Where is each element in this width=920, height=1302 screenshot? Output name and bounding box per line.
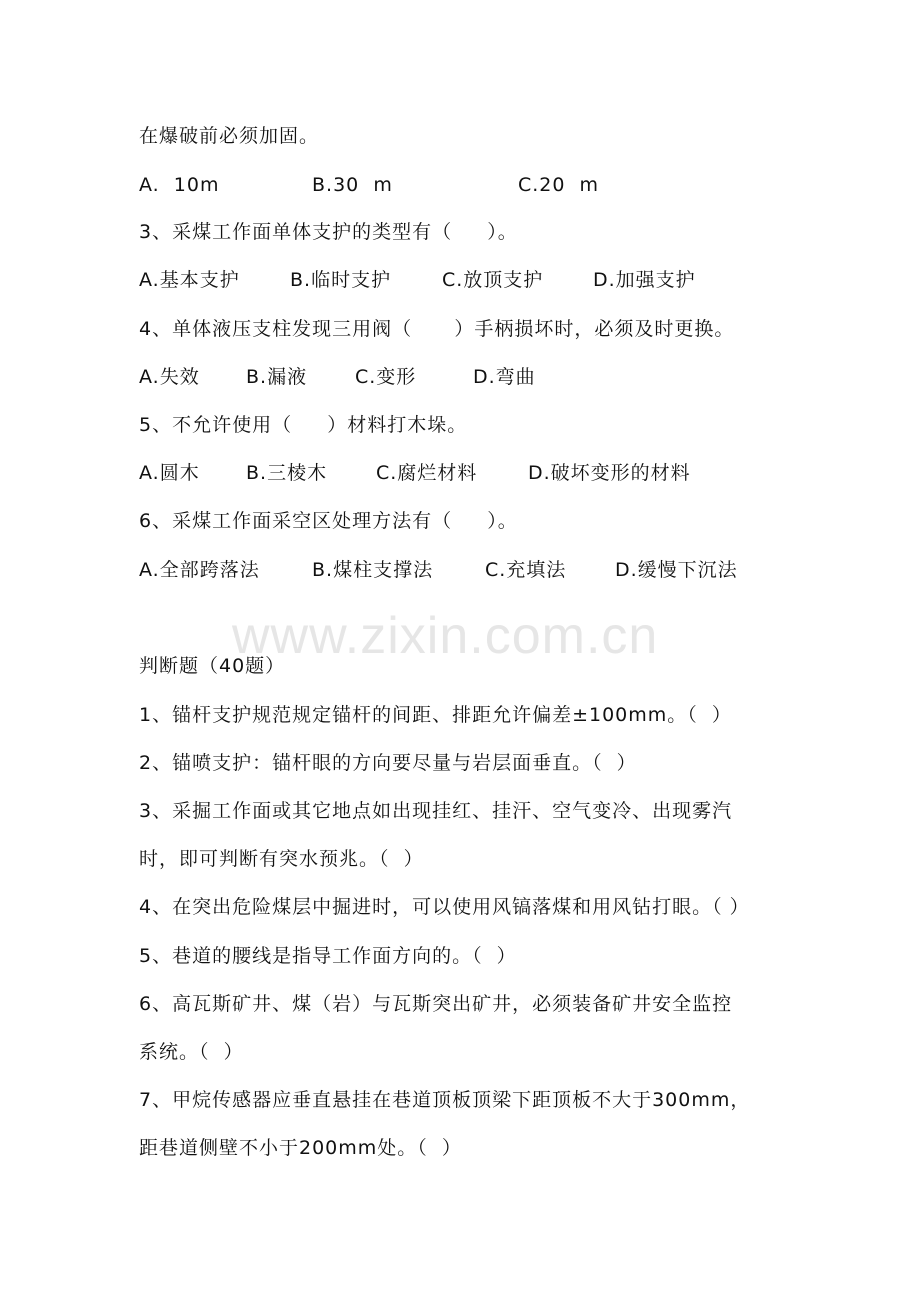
q4-options xyxy=(139,364,536,390)
judge-line: 4、在突出危险煤层中掘进时，可以使用风镐落煤和用风钻打眼。（ ） xyxy=(139,896,750,918)
judge-line: 7、甲烷传感器应垂直悬挂在巷道顶板顶梁下距顶板不大于300mm， xyxy=(139,1089,751,1111)
q4-option-a: A.失效 xyxy=(139,366,200,388)
q3-option-d: D.加强支护 xyxy=(593,269,696,291)
q3-option-b: B.临时支护 xyxy=(290,269,392,291)
q4-option-c: C.变形 xyxy=(355,366,417,388)
q6-text: 6、采煤工作面采空区处理方法有（ ）。 xyxy=(139,510,518,532)
q5-text: 5、不允许使用（ ）材料打木垛。 xyxy=(139,414,468,436)
judge-line: 系统。（ ） xyxy=(139,1041,244,1063)
q3-options xyxy=(139,267,696,293)
judge-line: 5、巷道的腰线是指导工作面方向的。（ ） xyxy=(139,945,517,967)
judge-heading: 判断题（40题） xyxy=(139,655,286,677)
judge-line: 3、采掘工作面或其它地点如出现挂红、挂汗、空气变冷、出现雾汽 xyxy=(139,800,733,822)
q2-option-c: C.20 m xyxy=(518,174,600,196)
q4-option-b: B.漏液 xyxy=(246,366,308,388)
continuation-text: 在爆破前必须加固。 xyxy=(139,125,320,147)
q5-option-a: A.圆木 xyxy=(139,462,200,484)
q5-options xyxy=(139,460,691,486)
q6-options xyxy=(139,557,738,583)
q3-option-a: A.基本支护 xyxy=(139,269,240,291)
q6-option-d: D.缓慢下沉法 xyxy=(615,559,738,581)
q5-option-b: B.三棱木 xyxy=(246,462,328,484)
judge-line: 时，即可判断有突水预兆。（ ） xyxy=(139,848,424,870)
q4-option-d: D.弯曲 xyxy=(473,366,536,388)
judge-line: 2、锚喷支护：锚杆眼的方向要尽量与岩层面垂直。（ ） xyxy=(139,752,637,774)
q5-option-d: D.破坏变形的材料 xyxy=(528,462,691,484)
judge-line: 距巷道侧壁不小于200mm处。（ ） xyxy=(139,1137,462,1159)
watermark: www.zixin.com.cn xyxy=(232,607,659,665)
judge-line: 6、高瓦斯矿井、煤（岩）与瓦斯突出矿井，必须装备矿井安全监控 xyxy=(139,993,733,1015)
q5-option-c: C.腐烂材料 xyxy=(376,462,478,484)
q6-option-b: B.煤柱支撑法 xyxy=(312,559,434,581)
q6-option-c: C.充填法 xyxy=(485,559,567,581)
q6-option-a: A.全部跨落法 xyxy=(139,559,260,581)
q2-option-b: B.30 m xyxy=(312,174,393,196)
judge-line: 1、锚杆支护规范规定锚杆的间距、排距允许偏差±100mm。（ ） xyxy=(139,704,732,726)
q2-option-a: A. 10m xyxy=(139,174,220,196)
q3-option-c: C.放顶支护 xyxy=(442,269,544,291)
q4-text: 4、单体液压支柱发现三用阀（ ）手柄损坏时，必须及时更换。 xyxy=(139,318,735,340)
q2-options xyxy=(139,172,599,198)
q3-text: 3、采煤工作面单体支护的类型有（ ）。 xyxy=(139,221,518,243)
